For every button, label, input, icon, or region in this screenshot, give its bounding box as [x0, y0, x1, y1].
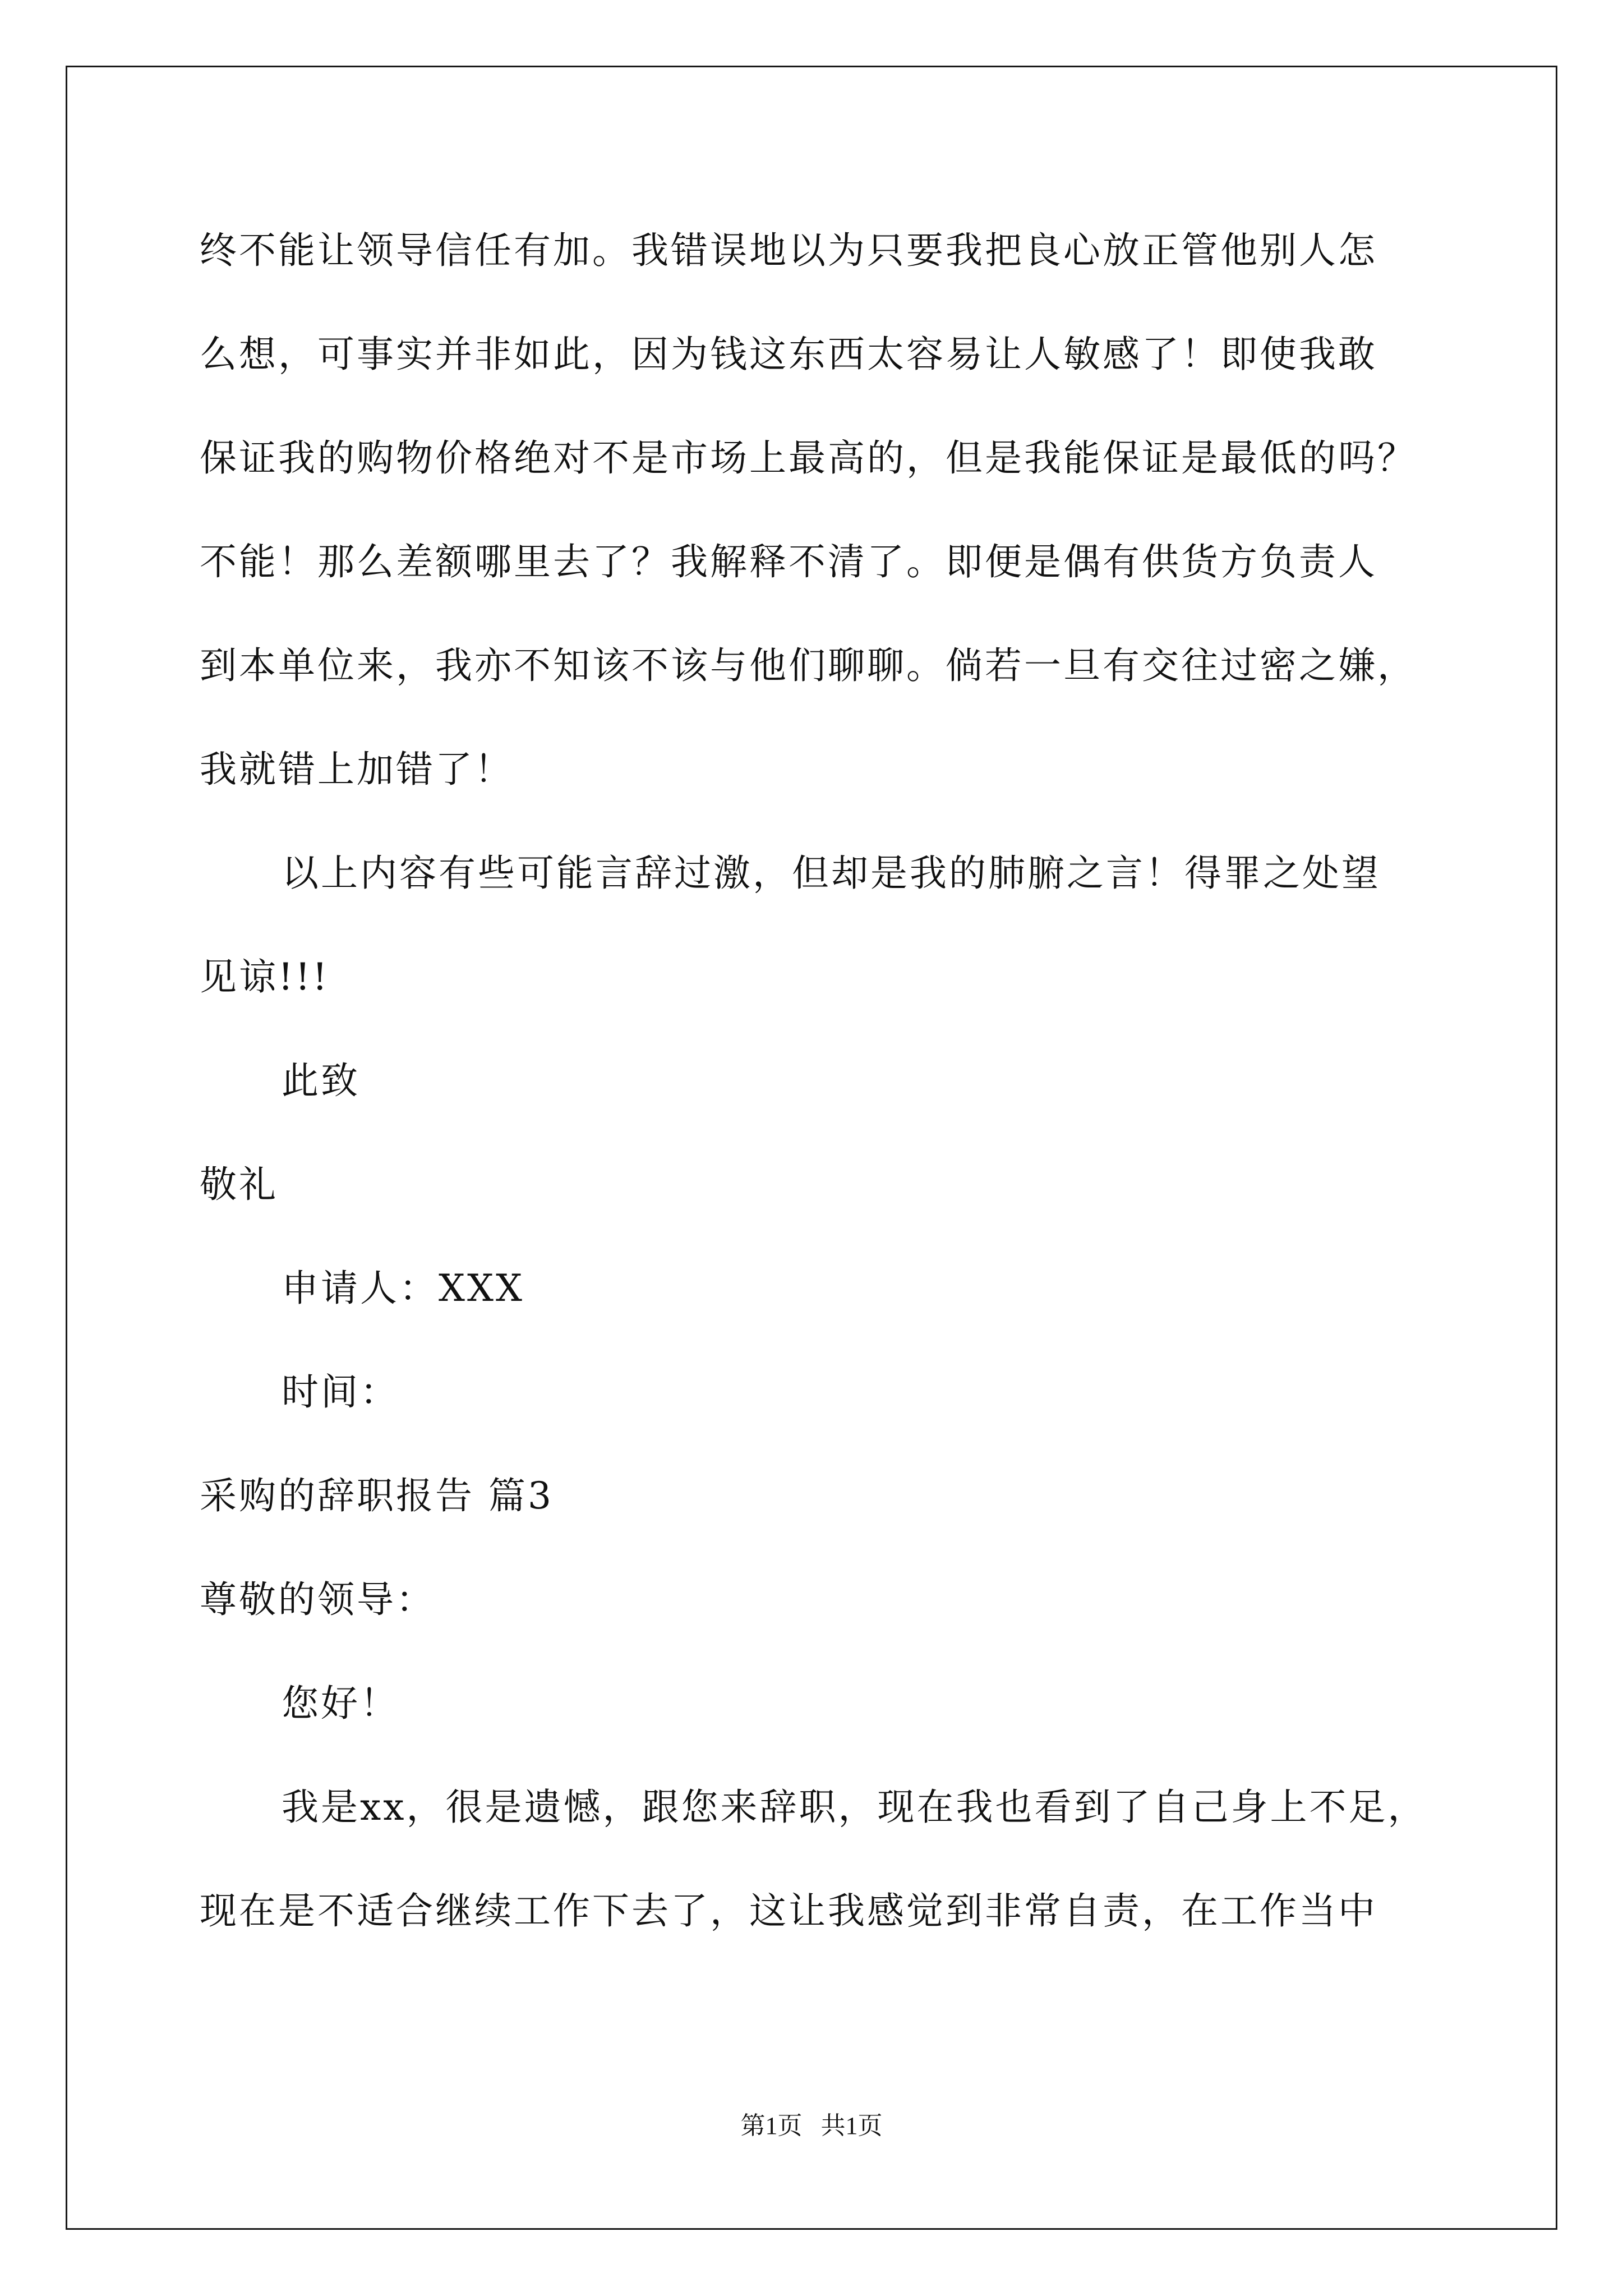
body-line-1: 终不能让领导信任有加。我错误地以为只要我把良心放正管他别人怎 [200, 229, 1377, 272]
body-line-5: 到本单位来，我亦不知该不该与他们聊聊。倘若一旦有交往过密之嫌， [200, 644, 1417, 687]
salutation-cizhi: 此致 [282, 1059, 360, 1102]
body-line-6: 我就错上加错了！ [200, 748, 514, 791]
applicant-line: 申请人：XXX [282, 1267, 524, 1310]
document-body [200, 209, 1433, 1973]
salutation-jingli: 敬礼 [200, 1163, 278, 1206]
date-line: 时间： [282, 1370, 399, 1414]
closing-paragraph-line-1: 以上内容有些可能言辞过激，但却是我的肺腑之言！得罪之处望 [282, 852, 1381, 895]
page-number-footer: 第1页 共1页 [740, 2112, 883, 2139]
section-heading: 采购的辞职报告 篇3 [200, 1474, 554, 1517]
letter-body-line-1: 我是xx，很是遗憾，跟您来辞职，现在我也看到了自己身上不足， [282, 1786, 1427, 1829]
greeting-hello: 您好！ [282, 1682, 399, 1725]
body-line-3: 保证我的购物价格绝对不是市场上最高的，但是我能保证是最低的吗？ [200, 436, 1417, 480]
body-line-2: 么想，可事实并非如此，因为钱这东西太容易让人敏感了！即使我敢 [200, 333, 1377, 376]
letter-body-line-2: 现在是不适合继续工作下去了，这让我感觉到非常自责，在工作当中 [200, 1889, 1377, 1932]
greeting-line: 尊敬的领导： [200, 1578, 435, 1621]
body-line-4: 不能！那么差额哪里去了？我解释不清了。即便是偶有供货方负责人 [200, 540, 1377, 583]
closing-paragraph-line-2: 见谅!!! [200, 955, 330, 999]
